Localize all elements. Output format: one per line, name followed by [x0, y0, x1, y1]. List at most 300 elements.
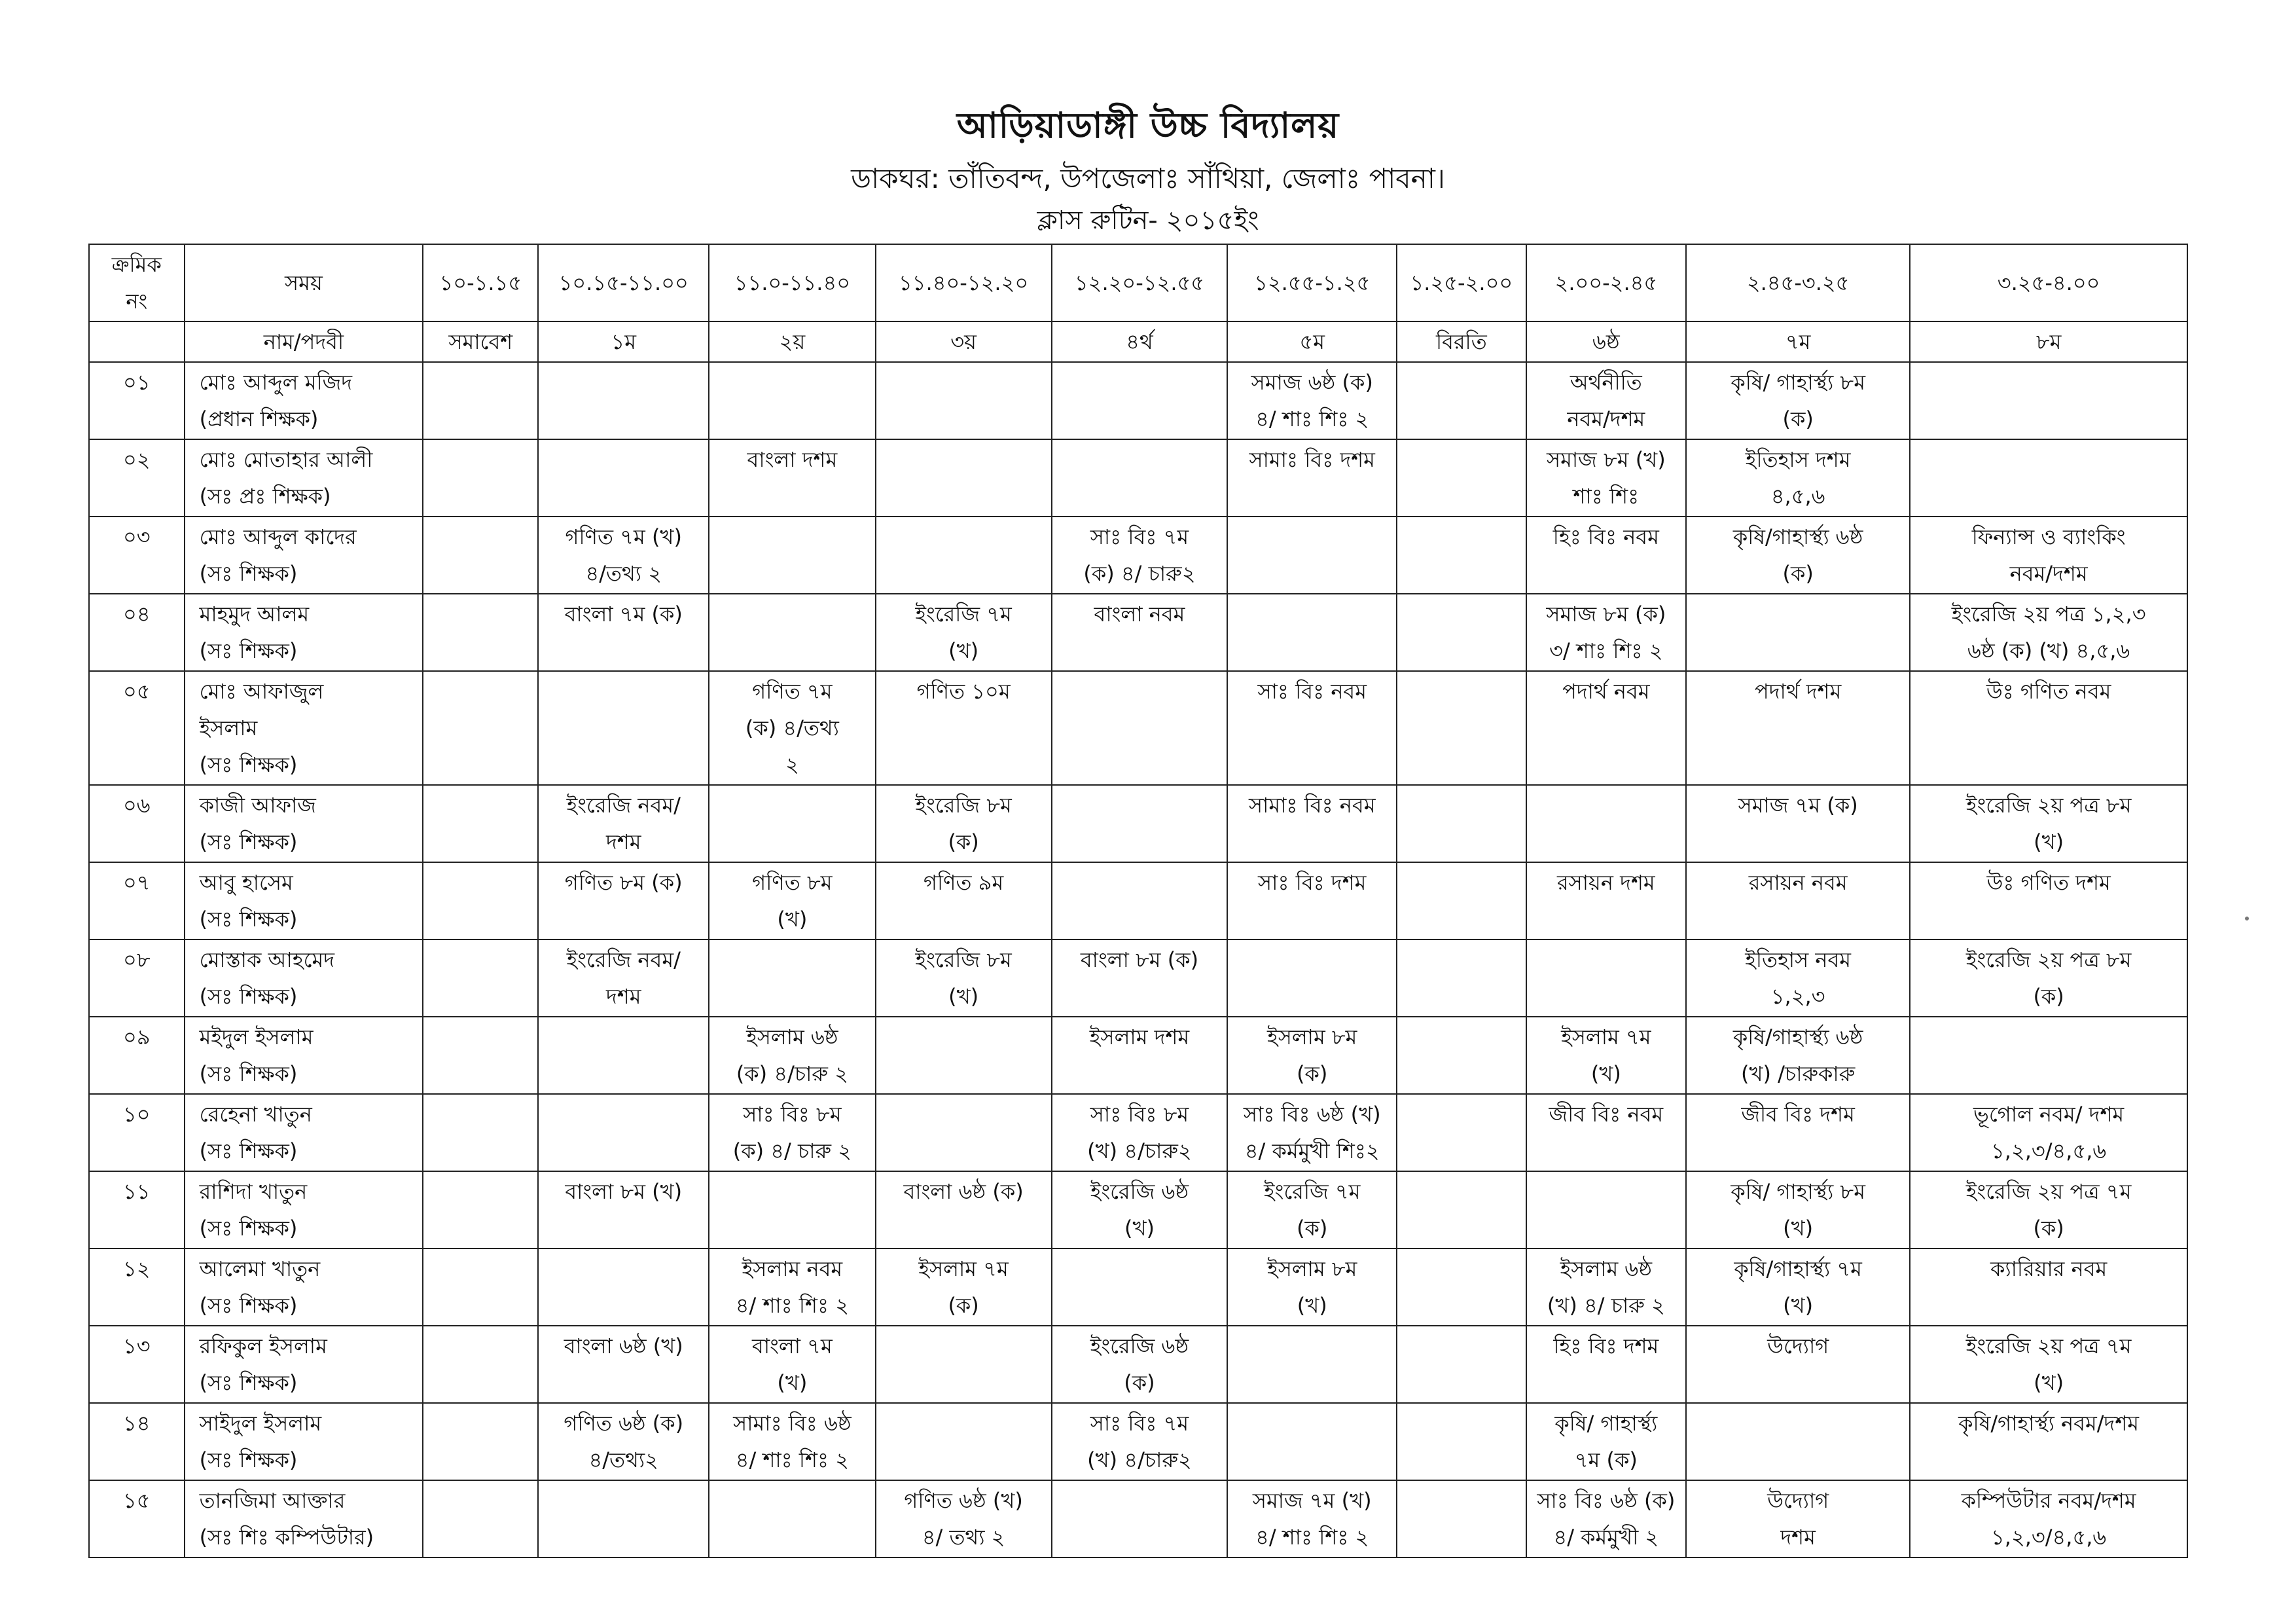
class-slot — [1052, 439, 1228, 517]
subject-text: ইংরেজি নবম/ — [566, 793, 681, 818]
teacher-row — [89, 517, 2187, 594]
subject-text: কৃষি/ গাহার্স্থ্য — [1554, 1411, 1658, 1436]
class-slot — [1686, 939, 1910, 1017]
school-name: আড়িয়াডাঙ্গী উচ্চ বিদ্যালয় — [956, 105, 1340, 146]
class-slot — [1227, 1403, 1397, 1480]
subject-text: গণিত ১০ম — [916, 679, 1011, 704]
time-slot: ২.০০-২.৪৫ — [1526, 244, 1686, 321]
class-slot — [876, 1480, 1052, 1557]
class-slot — [1227, 1480, 1397, 1557]
class-slot — [1910, 439, 2187, 517]
subject-text: ফিন্যান্স ও ব্যাংকিং — [1971, 524, 2126, 549]
class-slot — [538, 1094, 709, 1171]
class-slot — [423, 1094, 538, 1171]
period-label: ৩য় — [876, 321, 1052, 362]
subject-text: নবম/দশম — [2009, 561, 2088, 586]
class-slot — [1526, 362, 1686, 439]
subject-text: সমাজ ৮ম (খ) — [1547, 447, 1666, 472]
subject-text: ৩/ শাঃ শিঃ ২ — [1549, 638, 1663, 663]
teacher-designation: (সঃ শিক্ষক) — [199, 829, 298, 854]
serial-number: ১০ — [89, 1094, 185, 1171]
class-slot — [1397, 362, 1526, 439]
class-slot — [1686, 594, 1910, 671]
class-slot — [876, 1403, 1052, 1480]
subject-text: ইংরেজি নবম/ — [566, 947, 681, 972]
class-slot — [423, 439, 538, 517]
time-header-row — [89, 244, 2187, 321]
subject-text: (ক) ৪/ চারু২ — [1083, 561, 1196, 586]
subject-text: দশম — [605, 829, 641, 854]
teacher-designation: (সঃ শিক্ষক) — [199, 752, 298, 777]
subject-text: ৪/ শাঃ শিঃ ২ — [1255, 1525, 1369, 1550]
subject-text: ইসলাম ৬ষ্ঠ — [1560, 1256, 1653, 1281]
subject-text: রসায়ন নবম — [1748, 870, 1848, 895]
subject-text: ইংরেজি ৬ষ্ঠ — [1090, 1334, 1189, 1358]
class-slot — [423, 594, 538, 671]
teacher-designation: (প্রধান শিক্ষক) — [199, 407, 319, 431]
subject-text: সাঃ বিঃ নবম — [1257, 679, 1367, 704]
class-slot — [423, 1171, 538, 1248]
subject-text: সাঃ বিঃ ৭ম — [1090, 524, 1189, 549]
serial-number: ০৩ — [89, 517, 185, 594]
teacher-name-cell — [185, 517, 423, 594]
class-slot — [1526, 1480, 1686, 1557]
subject-text: বাংলা ৬ষ্ঠ (ক) — [903, 1179, 1024, 1204]
class-slot — [1227, 1017, 1397, 1094]
teacher-designation: (সঃ শিক্ষক) — [199, 1216, 298, 1241]
subject-text: ক্যারিয়ার নবম — [1990, 1256, 2108, 1281]
class-slot — [876, 785, 1052, 862]
teacher-row — [89, 939, 2187, 1017]
teacher-name: সাইদুল ইসলাম — [199, 1411, 322, 1436]
subject-text: সমাজ ৬ষ্ঠ (ক) — [1251, 370, 1373, 395]
subject-text: (ক) ৪/চারু ২ — [736, 1061, 848, 1086]
subject-text: বাংলা ৭ম — [752, 1334, 833, 1358]
class-slot — [1686, 1480, 1910, 1557]
class-slot — [1526, 671, 1686, 785]
teacher-name-cell — [185, 1480, 423, 1557]
class-slot — [1227, 1248, 1397, 1326]
subject-text: বাংলা ৭ম (ক) — [564, 602, 683, 627]
class-slot — [1227, 594, 1397, 671]
routine-body — [89, 362, 2187, 1557]
teacher-name-cell — [185, 1171, 423, 1248]
class-slot — [1227, 671, 1397, 785]
class-slot — [709, 1326, 876, 1403]
teacher-name-cell — [185, 439, 423, 517]
serial-number: ১২ — [89, 1248, 185, 1326]
subject-text: দশম — [605, 984, 641, 1009]
teacher-designation: (সঃ শিক্ষক) — [199, 1138, 298, 1163]
subject-text: বাংলা ৮ম (ক) — [1080, 947, 1199, 972]
teacher-name: তানজিমা আক্তার — [199, 1488, 346, 1513]
subject-text: (ক) — [948, 829, 979, 854]
class-slot — [876, 939, 1052, 1017]
teacher-designation: (সঃ প্রঃ শিক্ষক) — [199, 484, 331, 509]
class-slot — [1686, 1171, 1910, 1248]
serial-number: ১৩ — [89, 1326, 185, 1403]
subject-text: ৪/ শাঃ শিঃ ২ — [1255, 407, 1369, 431]
class-slot — [1686, 1403, 1910, 1480]
subject-text: অর্থনীতি — [1570, 370, 1642, 395]
subject-text: (খ) — [1297, 1293, 1327, 1318]
teacher-row — [89, 1094, 2187, 1171]
subject-text: (খ) ৪/চারু২ — [1087, 1138, 1192, 1163]
class-routine-table — [88, 244, 2188, 1558]
subject-text: ইতিহাস দশম — [1745, 447, 1851, 472]
subject-text: বাংলা ৮ম (খ) — [565, 1179, 683, 1204]
subject-text: ইংরেজি ৮ম — [915, 947, 1012, 972]
class-slot — [538, 939, 709, 1017]
subject-text: জীব বিঃ দশম — [1741, 1102, 1855, 1127]
subject-text: (খ) /চারুকারু — [1741, 1061, 1856, 1086]
subject-text: (ক) — [1297, 1061, 1328, 1086]
class-slot — [423, 362, 538, 439]
class-slot — [1227, 1094, 1397, 1171]
subject-text: ভূগোল নবম/ দশম — [1973, 1102, 2125, 1127]
class-slot — [1526, 439, 1686, 517]
time-slot: ১.২৫-২.০০ — [1397, 244, 1526, 321]
class-slot — [1526, 939, 1686, 1017]
subject-text: (ক) — [1782, 407, 1814, 431]
class-slot — [1686, 1017, 1910, 1094]
class-slot — [1526, 1403, 1686, 1480]
teacher-name: ইসলাম — [199, 716, 258, 740]
period-label: ৮ম — [1910, 321, 2187, 362]
class-slot — [423, 1017, 538, 1094]
class-slot — [1910, 517, 2187, 594]
subject-text: ৭ম (ক) — [1574, 1448, 1638, 1472]
subject-text: উদ্যোগ — [1767, 1334, 1829, 1358]
class-slot — [1227, 362, 1397, 439]
subject-text: সাঃ বিঃ ৬ষ্ঠ (খ) — [1243, 1102, 1381, 1127]
class-slot — [423, 939, 538, 1017]
class-slot — [876, 362, 1052, 439]
class-slot — [1397, 439, 1526, 517]
teacher-row — [89, 862, 2187, 939]
class-slot — [1526, 862, 1686, 939]
class-slot — [1227, 862, 1397, 939]
teacher-name-cell — [185, 1326, 423, 1403]
teacher-row — [89, 1480, 2187, 1557]
period-label: সমাবেশ — [423, 321, 538, 362]
subject-text: শাঃ শিঃ — [1573, 484, 1640, 509]
class-slot — [1227, 1326, 1397, 1403]
teacher-name-cell — [185, 1017, 423, 1094]
blank-header — [89, 321, 185, 362]
class-slot — [1052, 1248, 1228, 1326]
serial-header — [89, 244, 185, 321]
teacher-designation: (সঃ শিক্ষক) — [199, 1061, 298, 1086]
serial-header-line: নং — [126, 289, 148, 314]
period-label: বিরতি — [1397, 321, 1526, 362]
class-slot — [1910, 1248, 2187, 1326]
class-slot — [876, 1171, 1052, 1248]
teacher-name: মাহমুদ আলম — [199, 602, 310, 627]
subject-text: কৃষি/গাহার্স্থ্য ৬ষ্ঠ — [1732, 1025, 1863, 1049]
subject-text: পদার্থ নবম — [1562, 679, 1650, 704]
class-slot — [1686, 785, 1910, 862]
class-slot — [876, 1248, 1052, 1326]
class-slot — [1526, 785, 1686, 862]
teacher-name-cell — [185, 671, 423, 785]
subject-text: ৬ষ্ঠ (ক) (খ) ৪,৫,৬ — [1967, 638, 2130, 663]
serial-number: ০৮ — [89, 939, 185, 1017]
subject-text: ২ — [785, 752, 799, 777]
class-slot — [1526, 1326, 1686, 1403]
subject-text: কৃষি/গাহার্স্থ্য ৭ম — [1734, 1256, 1862, 1281]
teacher-row — [89, 1248, 2187, 1326]
subject-text: ইংরেজি ২য় পত্র ৮ম — [1965, 793, 2132, 818]
serial-number: ১১ — [89, 1171, 185, 1248]
class-slot — [709, 939, 876, 1017]
class-slot — [423, 517, 538, 594]
class-slot — [538, 671, 709, 785]
teacher-row — [89, 1403, 2187, 1480]
class-slot — [423, 1403, 538, 1480]
period-label: ৪র্থ — [1052, 321, 1228, 362]
class-slot — [1910, 1326, 2187, 1403]
subject-text: ১,২,৩/৪,৫,৬ — [1991, 1525, 2107, 1550]
class-slot — [709, 862, 876, 939]
time-slot: ২.৪৫-৩.২৫ — [1686, 244, 1910, 321]
teacher-name-cell — [185, 1248, 423, 1326]
subject-text: ৪/ কর্মমুখী শিঃ২ — [1244, 1138, 1380, 1163]
subject-text: ইংরেজি ৭ম — [1264, 1179, 1361, 1204]
teacher-row — [89, 594, 2187, 671]
period-label: ৭ম — [1686, 321, 1910, 362]
class-slot — [538, 1171, 709, 1248]
teacher-name: রেহেনা খাতুন — [199, 1102, 312, 1127]
class-slot — [876, 1094, 1052, 1171]
subject-text: ইসলাম ৭ম — [1561, 1025, 1651, 1049]
class-slot — [1052, 862, 1228, 939]
subject-text: পদার্থ দশম — [1755, 679, 1842, 704]
class-slot — [1397, 671, 1526, 785]
time-slot: ১১.০-১১.৪০ — [709, 244, 876, 321]
class-slot — [1686, 1248, 1910, 1326]
subject-text: সাঃ বিঃ দশম — [1258, 870, 1367, 895]
class-slot — [709, 785, 876, 862]
class-slot — [1052, 1017, 1228, 1094]
class-slot — [1910, 1171, 2187, 1248]
class-slot — [423, 1480, 538, 1557]
class-slot — [1397, 517, 1526, 594]
class-slot — [538, 1248, 709, 1326]
class-slot — [1227, 785, 1397, 862]
teacher-name: কাজী আফাজ — [199, 793, 316, 818]
class-slot — [1227, 939, 1397, 1017]
class-slot — [1052, 671, 1228, 785]
class-slot — [1052, 1094, 1228, 1171]
time-slot: ১০.১৫-১১.০০ — [538, 244, 709, 321]
subject-text: (খ) — [1590, 1061, 1621, 1086]
class-slot — [538, 1326, 709, 1403]
subject-text: গণিত ৭ম — [752, 679, 833, 704]
subject-text: (খ) — [2034, 1370, 2064, 1395]
class-slot — [1052, 785, 1228, 862]
teacher-row — [89, 362, 2187, 439]
class-slot — [538, 517, 709, 594]
subject-text: ইংরেজি ৬ষ্ঠ — [1090, 1179, 1189, 1204]
class-slot — [1397, 939, 1526, 1017]
subject-text: (ক) — [948, 1293, 979, 1318]
subject-text: (খ) — [777, 1370, 808, 1395]
teacher-name: মোঃ আব্দুল কাদের — [199, 524, 357, 549]
class-slot — [423, 862, 538, 939]
subject-text: ইসলাম ৬ষ্ঠ — [746, 1025, 838, 1049]
teacher-name: মোস্তাক আহমেদ — [199, 947, 335, 972]
teacher-name: আবু হাসেম — [199, 870, 293, 895]
class-slot — [709, 671, 876, 785]
subject-text: ইতিহাস নবম — [1745, 947, 1852, 972]
subject-text: (ক) ৪/ চারু ২ — [732, 1138, 852, 1163]
class-slot — [1526, 1248, 1686, 1326]
class-slot — [709, 362, 876, 439]
subject-text: দশম — [1780, 1525, 1816, 1550]
class-slot — [1052, 517, 1228, 594]
subject-text: কৃষি/ গাহার্স্থ্য ৮ম — [1731, 1179, 1865, 1204]
subject-text: ৪/তথ্য২ — [588, 1448, 658, 1472]
teacher-name-cell — [185, 1094, 423, 1171]
subject-text: ইংরেজি ৭ম — [915, 602, 1012, 627]
class-slot — [538, 1480, 709, 1557]
subject-text: ইসলাম নবম — [742, 1256, 843, 1281]
subject-text: ৪/তথ্য ২ — [585, 561, 662, 586]
subject-text: ইসলাম ৮ম — [1267, 1025, 1357, 1049]
subject-text: গণিত ৬ষ্ঠ (ক) — [564, 1411, 684, 1436]
class-slot — [1910, 594, 2187, 671]
class-slot — [1397, 1171, 1526, 1248]
subject-text: (খ) ৪/ চারু ২ — [1547, 1293, 1665, 1318]
class-slot — [538, 785, 709, 862]
class-slot — [876, 439, 1052, 517]
teacher-name: আলেমা খাতুন — [199, 1256, 321, 1281]
teacher-name-cell — [185, 862, 423, 939]
class-slot — [709, 1248, 876, 1326]
subject-text: উঃ গণিত নবম — [1986, 679, 2111, 704]
teacher-designation: (সঃ শিঃ কম্পিউটার) — [199, 1525, 374, 1550]
serial-number: ০৯ — [89, 1017, 185, 1094]
subject-text: গণিত ৮ম — [752, 870, 833, 895]
subject-text: ইসলাম ৭ম — [918, 1256, 1009, 1281]
class-slot — [709, 1171, 876, 1248]
subject-text: (ক) — [1782, 561, 1814, 586]
class-slot — [538, 594, 709, 671]
subject-text: (খ) — [2034, 829, 2064, 854]
class-slot — [1910, 1017, 2187, 1094]
subject-text: গণিত ৬ষ্ঠ (খ) — [904, 1488, 1023, 1513]
class-slot — [709, 517, 876, 594]
routine-title: ক্লাস রুটিন- ২০১৫ইং — [1037, 206, 1259, 236]
class-slot — [538, 862, 709, 939]
subject-text: (ক) — [1297, 1216, 1328, 1241]
class-slot — [1052, 362, 1228, 439]
teacher-name-cell — [185, 1403, 423, 1480]
subject-text: (খ) — [1124, 1216, 1155, 1241]
serial-number: ০৫ — [89, 671, 185, 785]
class-slot — [1686, 671, 1910, 785]
class-slot — [1910, 862, 2187, 939]
teacher-row — [89, 439, 2187, 517]
serial-number: ০১ — [89, 362, 185, 439]
serial-number: ১৪ — [89, 1403, 185, 1480]
class-slot — [1686, 439, 1910, 517]
class-slot — [1227, 439, 1397, 517]
class-slot — [1397, 1326, 1526, 1403]
subject-text: ৪/ কর্মমুখী ২ — [1553, 1525, 1659, 1550]
teacher-name: মোঃ আফাজুল — [199, 679, 324, 704]
subject-text: ৪,৫,৬ — [1770, 484, 1825, 509]
teacher-designation: (সঃ শিক্ষক) — [199, 1448, 298, 1472]
subject-text: ইসলাম দশম — [1089, 1025, 1190, 1049]
period-label: ১ম — [538, 321, 709, 362]
teacher-designation: (সঃ শিক্ষক) — [199, 1370, 298, 1395]
class-slot — [876, 671, 1052, 785]
teacher-row — [89, 671, 2187, 785]
subject-text: উঃ গণিত দশম — [1986, 870, 2111, 895]
subject-text: কম্পিউটার নবম/দশম — [1961, 1488, 2136, 1513]
subject-text: ইসলাম ৮ম — [1267, 1256, 1357, 1281]
serial-number: ০৪ — [89, 594, 185, 671]
subject-text: (খ) — [1783, 1216, 1814, 1241]
subject-text: গণিত ৮ম (ক) — [564, 870, 683, 895]
period-header-row — [89, 321, 2187, 362]
subject-text: সামাঃ বিঃ ৬ষ্ঠ — [733, 1411, 852, 1436]
subject-text: সামাঃ বিঃ নবম — [1248, 793, 1376, 818]
class-slot — [1397, 862, 1526, 939]
period-label: ২য় — [709, 321, 876, 362]
subject-text: (খ) — [948, 984, 979, 1009]
class-slot — [1227, 517, 1397, 594]
class-slot — [423, 671, 538, 785]
teacher-name: মোঃ মোতাহার আলী — [199, 447, 373, 472]
class-slot — [1052, 594, 1228, 671]
scan-speck — [2245, 917, 2249, 920]
class-slot — [1910, 939, 2187, 1017]
subject-text: বাংলা নবম — [1094, 602, 1185, 627]
subject-text: গণিত ৭ম (খ) — [565, 524, 682, 549]
class-slot — [1686, 862, 1910, 939]
class-slot — [1052, 1171, 1228, 1248]
subject-text: ১,২,৩ — [1770, 984, 1825, 1009]
teacher-name-cell — [185, 785, 423, 862]
class-slot — [1910, 785, 2187, 862]
class-slot — [423, 1326, 538, 1403]
subject-text: ইংরেজি ২য় পত্র ৭ম — [1965, 1179, 2132, 1204]
subject-text: (ক) — [2033, 1216, 2064, 1241]
class-slot — [538, 1403, 709, 1480]
class-slot — [1910, 1480, 2187, 1557]
subject-text: (ক) — [2033, 984, 2064, 1009]
subject-text: ইংরেজি ৮ম — [915, 793, 1012, 818]
class-slot — [709, 1480, 876, 1557]
time-slot: ১২.৫৫-১.২৫ — [1227, 244, 1397, 321]
subject-text: রসায়ন দশম — [1557, 870, 1655, 895]
class-slot — [1052, 1326, 1228, 1403]
subject-text: (খ) — [777, 907, 808, 932]
teacher-name: মইদুল ইসলাম — [199, 1025, 314, 1049]
teacher-name-cell — [185, 362, 423, 439]
subject-text: সমাজ ৭ম (ক) — [1738, 793, 1858, 818]
subject-text: ১,২,৩/৪,৫,৬ — [1991, 1138, 2107, 1163]
class-slot — [1686, 1326, 1910, 1403]
class-slot — [423, 785, 538, 862]
teacher-name: রাশিদা খাতুন — [199, 1179, 308, 1204]
class-slot — [1052, 1480, 1228, 1557]
class-slot — [1227, 1171, 1397, 1248]
subject-text: (ক) ৪/তথ্য — [745, 716, 839, 740]
